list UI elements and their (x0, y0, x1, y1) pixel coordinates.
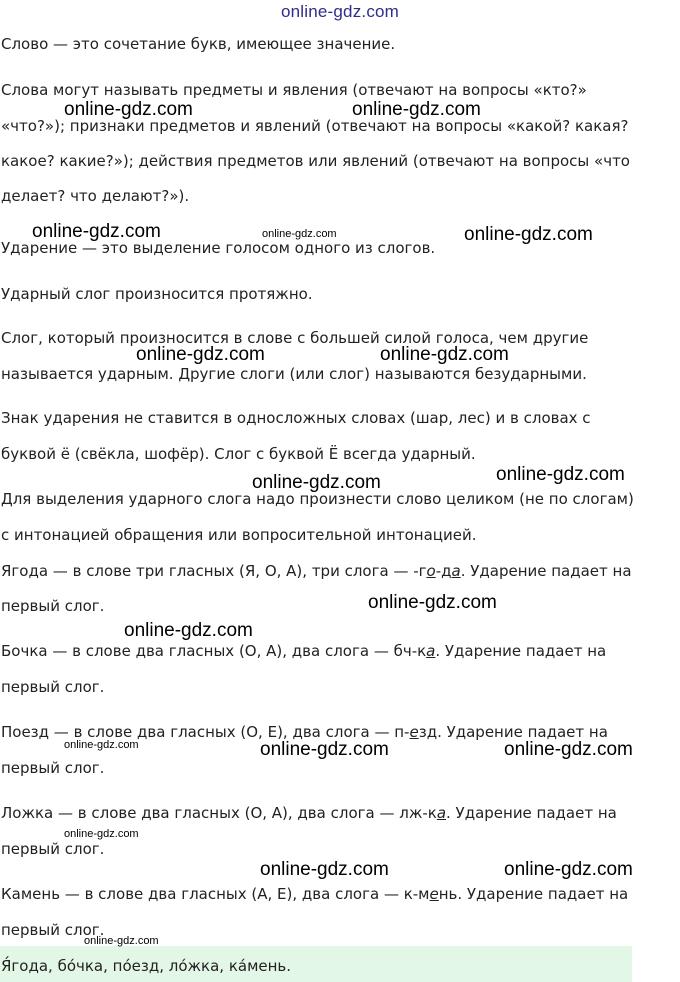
example-conclusion: первый слог. (1, 597, 105, 615)
example-marked-vowel: е (429, 885, 439, 903)
example-text: . Ударение падает на (446, 804, 617, 822)
watermark: online-gdz.com (64, 739, 139, 751)
watermark: online-gdz.com (352, 99, 481, 120)
watermark: online-gdz.com (64, 828, 139, 840)
paragraph-word-meaning-line2: «что?»); признаки предметов и явлений (отвечают на вопросы «какой? какая? (1, 117, 629, 135)
watermark: online-gdz.com (252, 472, 381, 493)
example-text: нь. Ударение падает на (438, 885, 629, 903)
watermark: online-gdz.com (260, 739, 389, 760)
watermark: online-gdz.com (464, 224, 593, 245)
example-marked-vowel: а (436, 804, 447, 822)
paragraph-word-definition: Слово — это сочетание букв, имеющее значение. (1, 35, 396, 53)
example-conclusion: первый слог. (1, 840, 105, 858)
paragraph-stress-definition: Ударение — это выделение голосом одного из слогов. (1, 239, 436, 257)
watermark: online-gdz.com (496, 464, 625, 485)
example-marked-vowel: е (409, 723, 419, 741)
watermark: online-gdz.com (64, 99, 193, 120)
example-text: Поезд — в слове два гласных (О, Е), два слога — п- (1, 723, 410, 741)
example-text: Ягода — в слове три гласных (Я, О, А), три слога — -г (1, 562, 427, 580)
watermark: online-gdz.com (368, 592, 497, 613)
watermark: online-gdz.com (32, 221, 161, 242)
answer-text: Я́года, бо́чка, по́езд, ло́жка, ка́мень. (1, 957, 292, 975)
watermark: online-gdz.com (380, 344, 509, 365)
watermark: online-gdz.com (262, 228, 337, 240)
example-marked-vowel: о (426, 562, 436, 580)
paragraph-method-line2: с интонацией обращения или вопросительной интонацией. (1, 526, 477, 544)
paragraph-stressed-line2: называется ударным. Другие слоги (или слог) называются безударными. (1, 365, 587, 383)
site-header: online-gdz.com (280, 2, 400, 21)
paragraph-stress-mark-line2: буквой ё (свёкла, шофёр). Слог с буквой Ё всегда ударный. (1, 445, 476, 463)
example-text: Камень — в слове два гласных (А, Е), два слога — к-м (1, 885, 430, 903)
example-text: зд. Ударение падает на (418, 723, 608, 741)
example-line (1, 561, 632, 581)
paragraph-stressed-line1: Слог, который произносится в слове с большей силой голоса, чем другие (1, 329, 589, 347)
watermark: online-gdz.com (124, 620, 253, 641)
paragraph-method-line1: Для выделения ударного слога надо произнести слово целиком (не по слогам) (1, 490, 634, 508)
paragraph-stress-mark-line1: Знак ударения не ставится в односложных словах (шар, лес) и в словах с (1, 409, 591, 427)
watermark: online-gdz.com (504, 859, 633, 880)
example-line (1, 641, 606, 661)
watermark: online-gdz.com (260, 859, 389, 880)
example-text: -д (435, 562, 452, 580)
paragraph-word-meaning-line3: какое? какие?»); действия предметов или явлений (отвечают на вопросы «что (1, 152, 630, 170)
watermark: online-gdz.com (136, 344, 265, 365)
example-conclusion: первый слог. (1, 678, 105, 696)
paragraph-word-meaning-line1: Слова могут называть предметы и явления (отвечают на вопросы «кто?» (1, 81, 587, 99)
example-text: Ложка — в слове два гласных (О, А), два слога — лж-к (1, 804, 437, 822)
example-conclusion: первый слог. (1, 759, 105, 777)
example-line (1, 803, 617, 823)
example-text: Бочка — в слове два гласных (О, А), два слога — бч-к (1, 642, 427, 660)
example-marked-vowel: а (426, 642, 436, 660)
example-marked-vowel: а (451, 562, 461, 580)
watermark: online-gdz.com (84, 935, 159, 947)
example-line (1, 884, 628, 904)
example-text: . Ударение падает на (460, 562, 632, 580)
example-text: . Ударение падает на (435, 642, 607, 660)
paragraph-stressed-syllable: Ударный слог произносится протяжно. (1, 285, 313, 303)
watermark: online-gdz.com (504, 739, 633, 760)
example-conclusion: первый слог. (1, 921, 105, 939)
paragraph-word-meaning-line4: делает? что делают?»). (1, 187, 190, 205)
